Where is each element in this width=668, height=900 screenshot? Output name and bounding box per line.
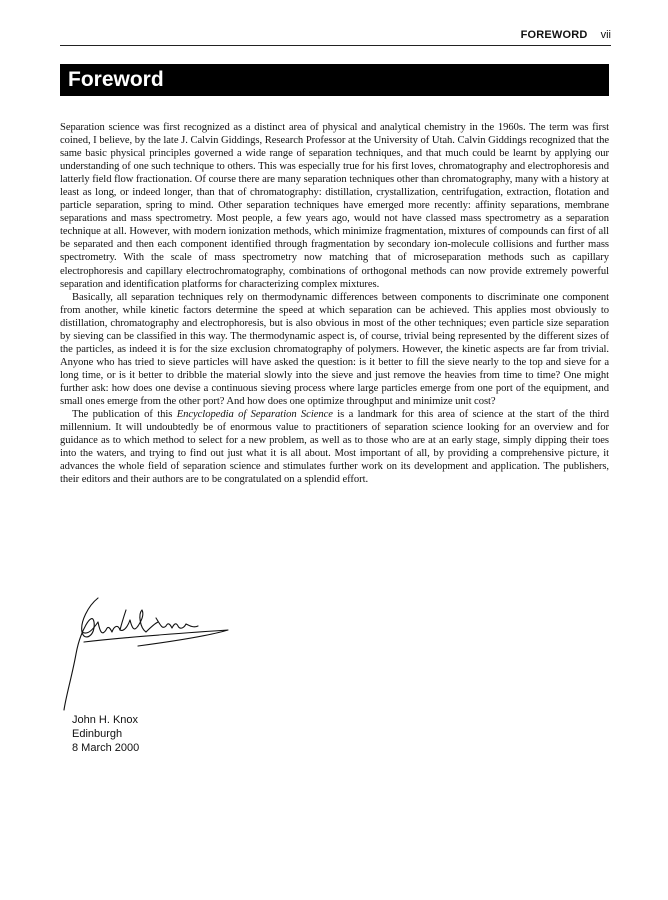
signature-date: 8 March 2000	[72, 742, 140, 754]
paragraph-3-intro: The publication of this	[72, 409, 177, 421]
foreword-body	[60, 121, 609, 486]
handwritten-signature	[58, 592, 258, 712]
signature-block	[72, 713, 139, 755]
paragraph-3-rest: is a landmark for this area of science at the start of the third millennium. It will undoubtedly be of enormous value to practitioners of separation science looking for an overview and for guidance as to which method to select for a new problem, as well as to those who are at an early stage, simply dipping their toes into the waters, and trying to find out just what it is all about. Most important of all, by providing a comprehensive picture, it advances the whole field of separation science and stimulates further work on its development and application. The publishers, their editors and their authors are to be congratulated on a splendid effort.	[60, 409, 609, 486]
paragraph-2: Basically, all separation techniques rely on thermodynamic differences between components to discriminate one component from another, while kinetic factors determine the speed at which separation can be achieved. This applies most obviously to distillation, chromatography and electrophoresis, but is also obvious in most of the other techniques; even particle size separation by sieving can be classified in this way. The thermodynamic aspect is, of course, trivial being represented by the different sizes of the particles, as indeed it is for the size exclusion chromatography of polymers. However, the kinetic aspects are far from trivial. Anyone who has tried to sieve particles will have asked the question: is it better to fill the sieve nearly to the top and sieve for a long time, or is it better to dribble the material slowly into the sieve and just remove the heavies from time to time? One might further ask: how does one devise a continuous sieving process where large particles emerge from one port of the equipment, and small ones emerge from the other port? And how does one optimize throughput and minimize unit cost?	[60, 291, 609, 407]
running-header	[60, 28, 611, 46]
page-number: vii	[600, 29, 611, 41]
author-location: Edinburgh	[72, 728, 123, 740]
header-section-name: FOREWORD	[520, 29, 588, 41]
paragraph-3	[60, 408, 609, 486]
paragraph-1: Separation science was first recognized as a distinct area of physical and analytical chemistry in the 1960s. The term was first coined, I believe, by the late J. Calvin Giddings, Research Professor at the University of Utah. Calvin Giddings recognized that the same basic physical principles governed a wide range of separation techniques, and that much could be learnt by applying our understanding of one such technique to others. This was especially true for his first loves, chromatography and electrophoresis and latterly field flow fractionation. Of course there are many separation techniques other than chromatography, many with a history at least as long, or indeed longer, than that of chromatography: distillation, crystallization, centrifugation, extraction, flotation and particle separation, spring to mind. Other separation techniques have emerged more recently: affinity separations, membrane separations and mass spectrometry. Most people, a few years ago, would not have classed mass spectrometry as a separation technique at all. However, with modern ionization methods, which minimize fragmentation, mixtures of compounds can first of all be separated and then each component identified through fragmentation by secondary ion-molecule collisions and further mass spectrometry. With the scale of mass spectrometry now matching that of microseparation methods such as capillary electrophoresis and capillary electrochromatography, combinations of orthogonal methods can now provide extremely powerful separation and identification platforms for characterizing complex mixtures.	[60, 122, 609, 290]
page-title: Foreword	[60, 64, 609, 96]
encyclopedia-title: Encyclopedia of Separation Science	[176, 409, 333, 421]
author-name: John H. Knox	[72, 714, 139, 726]
